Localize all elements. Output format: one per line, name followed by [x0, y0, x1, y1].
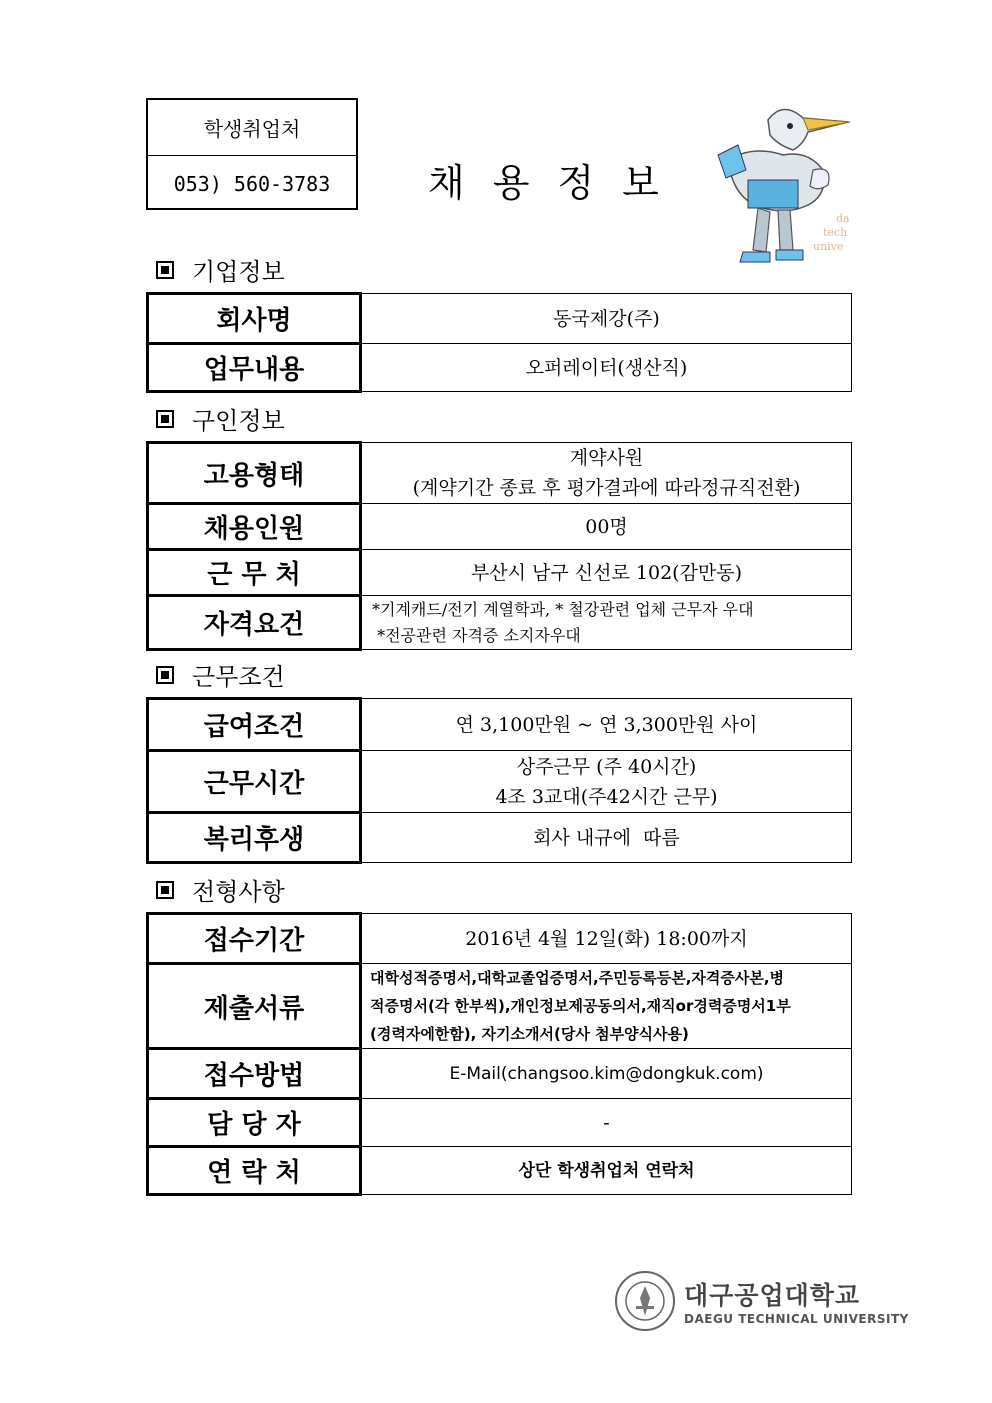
- work-hours-label: 근무시간: [148, 751, 361, 813]
- svg-text:unive: unive: [813, 240, 844, 253]
- table-row: [148, 504, 852, 550]
- contact-label: 연 락 처: [148, 1147, 361, 1195]
- document-title: 채용정보: [428, 161, 687, 205]
- application-method-value: E-Mail(changsoo.kim@dongkuk.com): [361, 1049, 852, 1099]
- documents-value: 대학성적증명서,대학교졸업증명서,주민등록등본,자격증사본,병 적증명서(각 한부씩),개인정보제공동의서,재직or경력증명서1부 (경력자에한함), 자기소개서(당사 첨부양식사용): [361, 964, 852, 1049]
- process-table: [146, 912, 852, 1196]
- svg-text:tech: tech: [823, 226, 848, 239]
- table-row: [148, 751, 852, 813]
- workplace-label: 근 무 처: [148, 550, 361, 596]
- qualification-value: *기계캐드/전기 계열학과, * 철강관련 업체 근무자 우대 *전공관련 자격증 소지자우대: [361, 596, 852, 650]
- application-period-value: 2016년 4월 12일(화) 18:00까지: [361, 914, 852, 964]
- documents-label: 제출서류: [148, 964, 361, 1049]
- conditions-table: [146, 697, 852, 864]
- table-row: [148, 443, 852, 504]
- table-row: [148, 550, 852, 596]
- employment-type-value: 계약사원 (계약기간 종료 후 평가결과에 따라정규직전환): [361, 443, 852, 504]
- company-name-label: 회사명: [148, 294, 361, 344]
- filled-square-icon: [156, 881, 174, 899]
- welfare-value: 회사 내규에 따름: [361, 813, 852, 863]
- welfare-label: 복리후생: [148, 813, 361, 863]
- employment-type-label: 고용형태: [148, 443, 361, 504]
- table-row: [148, 1147, 852, 1195]
- headcount-value: 00명: [361, 504, 852, 550]
- section-heading-recruit: 구인정보: [156, 401, 285, 436]
- qualification-label: 자격요건: [148, 596, 361, 650]
- section-heading-process: 전형사항: [156, 872, 285, 907]
- filled-square-icon: [156, 410, 174, 428]
- contact-value: 상단 학생취업처 연락처: [361, 1147, 852, 1195]
- salary-value: 연 3,100만원 ~ 연 3,300만원 사이: [361, 699, 852, 751]
- university-name-korean: 대구공업대학교: [684, 1281, 861, 1310]
- table-row: [148, 294, 852, 344]
- university-seal-icon: [614, 1270, 676, 1332]
- job-duty-label: 업무내용: [148, 344, 361, 392]
- office-phone: 053) 560-3783: [173, 171, 331, 196]
- table-row: [148, 1099, 852, 1147]
- table-row: [148, 596, 852, 650]
- company-name-value: 동국제강(주): [361, 294, 852, 344]
- table-row: [148, 914, 852, 964]
- company-table: [146, 292, 852, 393]
- work-hours-value: 상주근무 (주 40시간) 4조 3교대(주42시간 근무): [361, 751, 852, 813]
- filled-square-icon: [156, 261, 174, 279]
- recruit-table: [146, 441, 852, 651]
- section-heading-company: 기업정보: [156, 252, 285, 287]
- salary-label: 급여조건: [148, 699, 361, 751]
- application-period-label: 접수기간: [148, 914, 361, 964]
- university-logo: [614, 1270, 909, 1332]
- table-row: [148, 344, 852, 392]
- filled-square-icon: [156, 666, 174, 684]
- headcount-label: 채용인원: [148, 504, 361, 550]
- job-duty-value: 오퍼레이터(생산직): [361, 344, 852, 392]
- office-box: [146, 98, 358, 210]
- table-row: [148, 813, 852, 863]
- manager-label: 담 당 자: [148, 1099, 361, 1147]
- table-row: [148, 699, 852, 751]
- mascot-illustration: [708, 100, 858, 275]
- application-method-label: 접수방법: [148, 1049, 361, 1099]
- section-heading-conditions: 근무조건: [156, 657, 285, 692]
- workplace-value: 부산시 남구 신선로 102(감만동): [361, 550, 852, 596]
- svg-text:da: da: [836, 212, 850, 225]
- university-name-english: DAEGU TECHNICAL UNIVERSITY: [684, 1312, 909, 1326]
- table-row: [148, 1049, 852, 1099]
- office-name: 학생취업처: [148, 100, 356, 156]
- manager-value: -: [361, 1099, 852, 1147]
- table-row: [148, 964, 852, 1049]
